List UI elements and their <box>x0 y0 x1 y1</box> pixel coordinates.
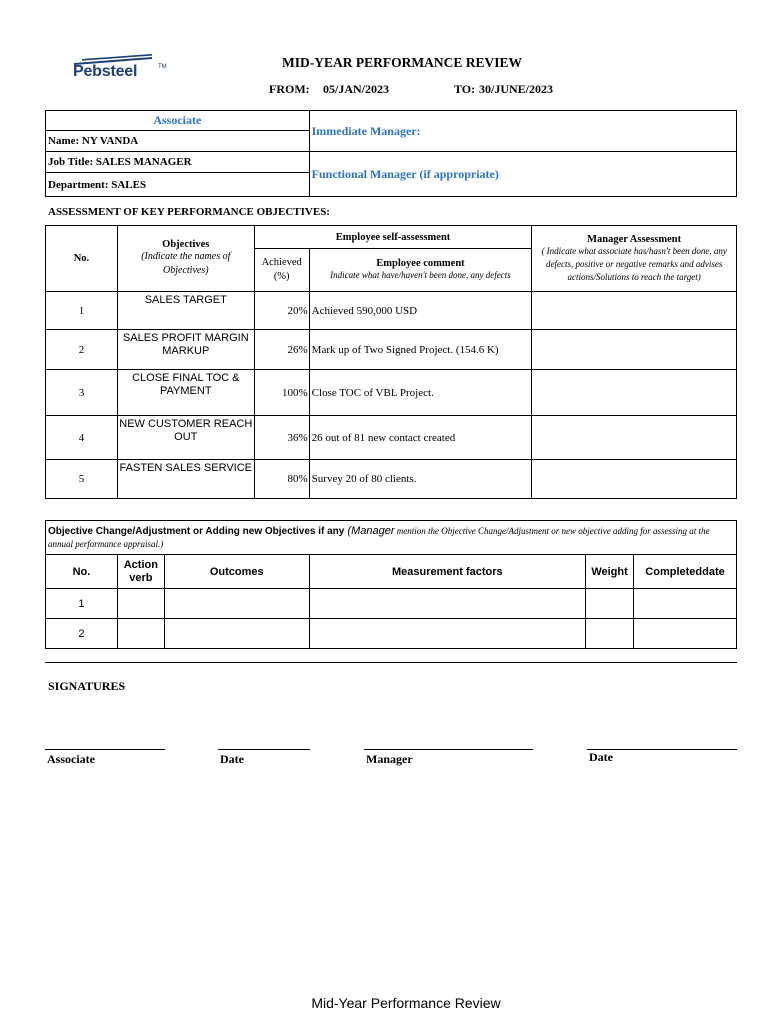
row-objective: CLOSE FINAL TOC & PAYMENT <box>117 370 254 416</box>
change-row-weight[interactable] <box>586 589 634 619</box>
change-col-weight: Weight <box>586 555 634 589</box>
row-comment: 26 out of 81 new contact created <box>309 416 532 460</box>
col-achieved-header: Achieved (%) <box>254 249 309 292</box>
associate-date-line[interactable] <box>218 749 310 750</box>
from-label: FROM: <box>269 82 310 96</box>
to-label: TO: <box>454 82 476 96</box>
manager-signature-line[interactable] <box>364 749 533 750</box>
row-no: 5 <box>46 460 118 499</box>
row-no: 3 <box>46 370 118 416</box>
row-no: 1 <box>46 292 118 330</box>
logo-text: Pebsteel <box>73 63 138 80</box>
row-achieved: 20% <box>254 292 309 330</box>
change-row-action[interactable] <box>117 589 164 619</box>
row-comment: Survey 20 of 80 clients. <box>309 460 532 499</box>
objectives-note: (Indicate the names of Objectives) <box>141 251 231 276</box>
row-manager-assessment <box>532 416 737 460</box>
change-row-no: 2 <box>46 619 118 649</box>
pebsteel-logo <box>72 54 172 86</box>
from-date: 05/JAN/2023 <box>323 82 389 96</box>
assessment-heading: ASSESSMENT OF KEY PERFORMANCE OBJECTIVES: <box>48 206 330 218</box>
employee-name: Name: NY VANDA <box>46 131 310 152</box>
col-manager-header <box>532 226 737 292</box>
row-no: 2 <box>46 330 118 370</box>
change-note-rest: mention the Objective Change/Adjustment or new objective adding for assessing at the annual performance appraisal.) <box>48 525 710 549</box>
change-row-measurement[interactable] <box>309 589 585 619</box>
objective-change-table <box>45 520 737 649</box>
change-row-outcomes[interactable] <box>164 589 309 619</box>
manager-assessment-title: Manager Assessment <box>587 233 682 245</box>
comment-note: Indicate what have/haven't been done, any defects <box>330 270 511 280</box>
associate-heading: Associate <box>46 111 310 131</box>
page-title: MID-YEAR PERFORMANCE REVIEW <box>282 55 522 70</box>
change-note-bold: Objective Change/Adjustment or Adding new Objectives if any <box>48 525 345 537</box>
row-objective: NEW CUSTOMER REACH OUT <box>117 416 254 460</box>
manager-signature-label: Manager <box>366 752 413 766</box>
immediate-manager-label: Immediate Manager: <box>309 111 736 152</box>
table-row <box>46 460 737 499</box>
row-objective: FASTEN SALES SERVICE <box>117 460 254 499</box>
row-manager-assessment <box>532 370 737 416</box>
divider <box>45 662 737 663</box>
row-objective: SALES PROFIT MARGIN MARKUP <box>117 330 254 370</box>
col-self-assessment-header: Employee self-assessment <box>254 226 532 249</box>
change-col-outcomes: Outcomes <box>164 555 309 589</box>
objectives-title: Objectives <box>162 239 210 250</box>
change-note-italic: (Manager <box>347 524 395 537</box>
col-comment-header <box>309 249 532 292</box>
change-col-measurement: Measurement factors <box>309 555 585 589</box>
objective-change-note <box>46 521 737 555</box>
change-row-measurement[interactable] <box>309 619 585 649</box>
change-row-weight[interactable] <box>586 619 634 649</box>
row-achieved: 26% <box>254 330 309 370</box>
table-row <box>46 370 737 416</box>
table-row <box>46 619 737 649</box>
manager-date-label: Date <box>589 750 613 764</box>
change-col-completed-date: Completeddate <box>634 555 737 589</box>
functional-manager-label: Functional Manager (if appropriate) <box>309 152 736 197</box>
comment-title: Employee comment <box>376 258 465 269</box>
table-row <box>46 330 737 370</box>
table-row <box>46 589 737 619</box>
row-manager-assessment <box>532 292 737 330</box>
page-footer: Mid-Year Performance Review <box>311 995 501 1011</box>
job-title: Job Title: SALES MANAGER <box>46 152 310 173</box>
change-row-outcomes[interactable] <box>164 619 309 649</box>
table-row <box>46 292 737 330</box>
objectives-table <box>45 225 737 499</box>
row-no: 4 <box>46 416 118 460</box>
to-date: 30/JUNE/2023 <box>479 82 554 96</box>
row-manager-assessment <box>532 460 737 499</box>
manager-assessment-note: ( Indicate what associate has/hasn't been done, any defects, positive or negative remarks and advises actions/Solutions to reach the target) <box>541 245 727 282</box>
row-comment: Achieved 590,000 USD <box>309 292 532 330</box>
col-no-header: No. <box>46 226 118 292</box>
department: Department: SALES <box>46 173 310 197</box>
employee-info-table <box>45 110 737 197</box>
row-manager-assessment <box>532 330 737 370</box>
logo-trademark: TM <box>158 64 167 70</box>
associate-signature-label: Associate <box>47 752 95 766</box>
row-comment: Mark up of Two Signed Project. (154.6 K) <box>309 330 532 370</box>
row-achieved: 80% <box>254 460 309 499</box>
associate-signature-line[interactable] <box>45 749 165 750</box>
change-row-completed-date[interactable] <box>634 619 737 649</box>
table-row <box>46 416 737 460</box>
associate-date-label: Date <box>220 752 244 766</box>
row-objective: SALES TARGET <box>117 292 254 330</box>
row-achieved: 100% <box>254 370 309 416</box>
col-objectives-header <box>117 226 254 292</box>
change-row-action[interactable] <box>117 619 164 649</box>
row-comment: Close TOC of VBL Project. <box>309 370 532 416</box>
change-row-completed-date[interactable] <box>634 589 737 619</box>
row-achieved: 36% <box>254 416 309 460</box>
change-col-no: No. <box>46 555 118 589</box>
signatures-heading: SIGNATURES <box>48 679 126 693</box>
change-col-action-verb: Action verb <box>117 555 164 589</box>
change-row-no: 1 <box>46 589 118 619</box>
